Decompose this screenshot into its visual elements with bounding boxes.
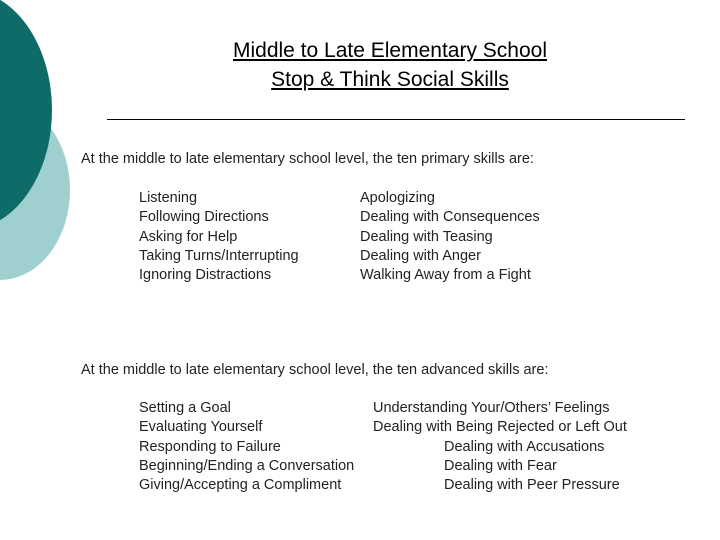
list-item: Giving/Accepting a Compliment (139, 477, 342, 494)
list-item: Ignoring Distractions (139, 267, 272, 284)
list-item: Apologizing (360, 190, 435, 206)
list-item: Dealing with Consequences (360, 209, 540, 226)
title-line-2: Stop & Think Social Skills (271, 68, 509, 91)
list-item: Taking Turns/Interrupting (139, 247, 299, 264)
list-item: Walking Away from a Fight (360, 267, 531, 284)
title-divider (107, 119, 685, 120)
list-item: Evaluating Yourself (139, 419, 263, 436)
title-line-1: Middle to Late Elementary School (232, 39, 547, 62)
list-item: Setting a Goal (139, 400, 231, 416)
list-item: Dealing with Accusations (444, 438, 605, 455)
list-item: Asking for Help (139, 228, 238, 245)
list-item: Following Directions (139, 209, 269, 226)
advanced-skills-right-list (373, 399, 627, 495)
list-item: Dealing with Peer Pressure (444, 477, 620, 494)
list-item: Dealing with Fear (444, 457, 557, 474)
list-item: Dealing with Teasing (360, 228, 493, 245)
advanced-skills-intro: At the middle to late elementary school level, the ten advanced skills are: (81, 362, 549, 378)
primary-skills-right-list (360, 189, 540, 285)
list-item: Understanding Your/Others’ Feelings (373, 400, 610, 416)
slide-title (190, 36, 590, 94)
list-item: Beginning/Ending a Conversation (139, 457, 355, 474)
primary-skills-intro: At the middle to late elementary school level, the ten primary skills are: (81, 151, 534, 167)
list-item: Dealing with Anger (360, 247, 481, 264)
list-item: Listening (139, 190, 198, 206)
list-item: Dealing with Being Rejected or Left Out (373, 419, 627, 436)
list-item: Responding to Failure (139, 438, 281, 455)
advanced-skills-left-list (139, 399, 354, 495)
primary-skills-left-list (139, 189, 299, 285)
